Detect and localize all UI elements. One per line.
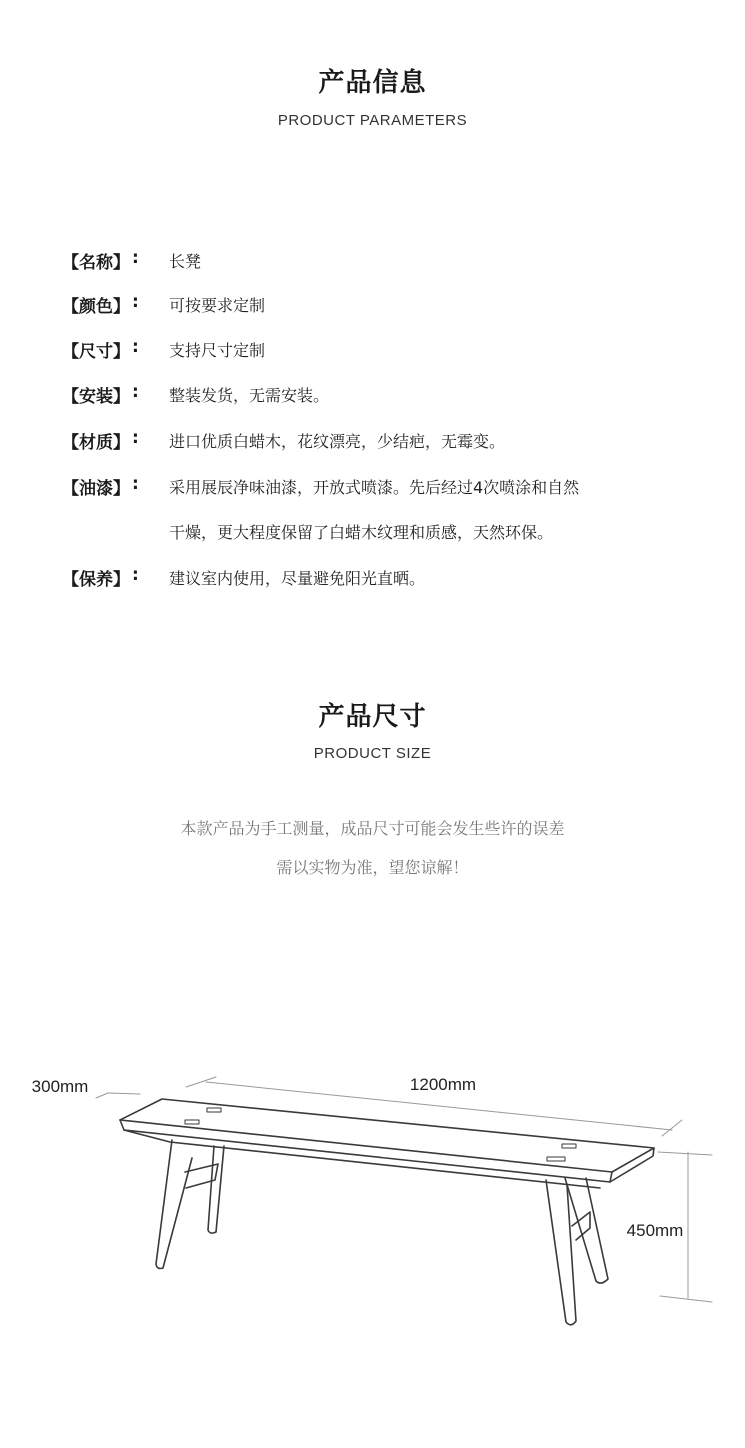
- param-colon: :: [132, 382, 139, 402]
- param-colon: :: [132, 565, 139, 585]
- param-value: 采用展辰净味油漆，开放式喷漆。先后经过4次喷涂和自然: [169, 478, 580, 497]
- param-colon: :: [132, 337, 139, 357]
- bench-diagram: [0, 1060, 745, 1400]
- depth-label: 300mm: [31, 1077, 89, 1096]
- params-title: 产品信息: [318, 68, 427, 98]
- param-value: 整装发货，无需安装。: [169, 386, 330, 405]
- param-value: 长凳: [169, 252, 202, 271]
- param-value-continued: 干燥，更大程度保留了白蜡木纹理和质感，天然环保。: [169, 523, 554, 542]
- param-label: 【尺寸】: [62, 342, 130, 362]
- param-label: 【安装】: [62, 387, 130, 407]
- size-note-line2: 需以实物为准，望您谅解！: [276, 858, 469, 877]
- param-value: 进口优质白蜡木，花纹漂亮，少结疤，无霉变。: [169, 432, 506, 451]
- param-colon: :: [132, 428, 139, 448]
- param-colon: :: [132, 248, 139, 268]
- param-colon: :: [132, 292, 139, 312]
- param-value: 支持尺寸定制: [169, 341, 266, 360]
- param-label: 【油漆】: [62, 479, 130, 499]
- params-subtitle: PRODUCT PARAMETERS: [277, 112, 468, 129]
- param-label: 【颜色】: [62, 297, 130, 317]
- param-value: 可按要求定制: [169, 296, 266, 315]
- bench-outline: [120, 1099, 654, 1325]
- length-label: 1200mm: [409, 1075, 477, 1094]
- height-label: 450mm: [626, 1221, 684, 1240]
- param-label: 【名称】: [62, 253, 130, 273]
- param-label: 【材质】: [62, 433, 130, 453]
- param-colon: :: [132, 474, 139, 494]
- param-label: 【保养】: [62, 570, 130, 590]
- size-subtitle: PRODUCT SIZE: [313, 745, 432, 762]
- size-note-line1: 本款产品为手工测量，成品尺寸可能会发生些许的误差: [180, 819, 565, 838]
- size-title: 产品尺寸: [318, 702, 427, 732]
- param-value: 建议室内使用，尽量避免阳光直晒。: [169, 569, 426, 588]
